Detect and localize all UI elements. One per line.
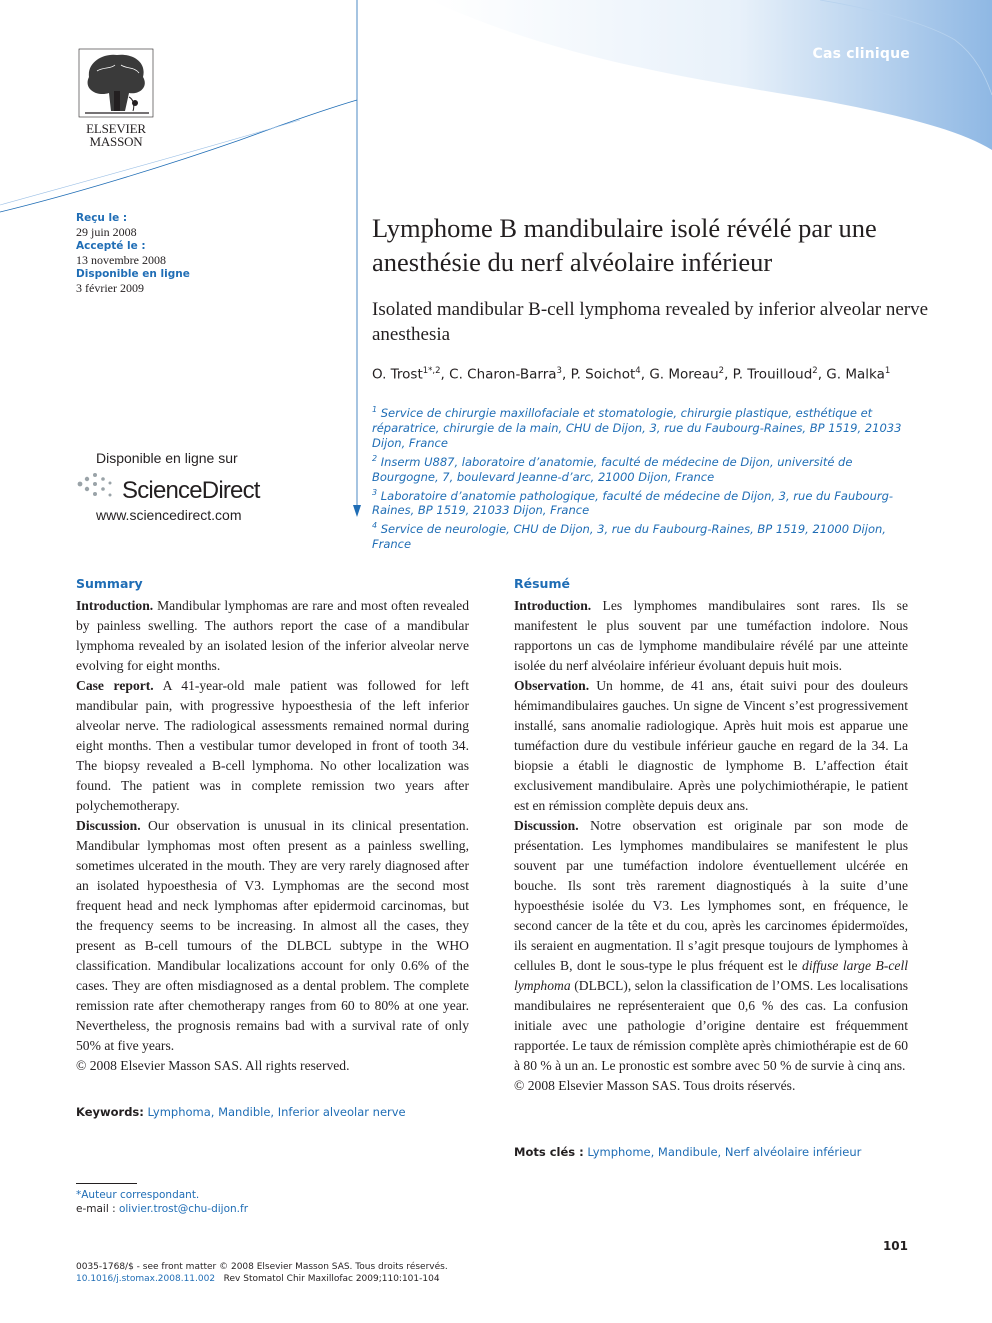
article-dates (76, 211, 276, 295)
affiliation-num: 2 (372, 453, 378, 463)
email-note (76, 1203, 248, 1215)
summary-case-text: A 41-year-old male patient was followed for left mandibular pain, with progressive hypoesthesia of the left inferior alveolar nerve. The radiological assessments remained normal during eight months. Then a vestibular tumor developed in front of tooth 34. The biopsy revealed a B-cell lymphoma. No other localization was found. The patient was in complete remission two years after polychemotherapy. (76, 678, 469, 813)
affiliation-num: 3 (372, 487, 378, 497)
keywords-en (76, 1105, 406, 1119)
author-affil: 2 (718, 366, 725, 376)
sciencedirect-dots-icon (74, 470, 120, 502)
resume-obs-text: Un homme, de 41 ans, était suivi pour des douleurs hémimandibulaires gauches. Un signe de Vincent s’est progressivement installé, sans anomalie radiologique. Après huit mois est apparue une tuméfaction dure du vestibule inférieur gauche en regard de la 34. La biopsie a établi le diagnostic de lymphome B. L’affection était exclusivement mandibulaire. Après une polychimiothérapie, le patient est en rémission complète depuis deux ans. (514, 678, 908, 813)
corresponding-author-note: *Auteur correspondant. (76, 1189, 200, 1201)
resume-disc-text-2: (DLBCL), selon la classification de l’OMS. Les localisations mandibulaires ne représenteraient que 0,6 % des cas. La confusion initiale avec une pathologie d’origine dentaire est fréquemment rapportée. Le taux de rémission complète après chimiothérapie est de 60 à 80 % à un an. Le pronostic est sombre avec 50 % de survie à cinq ans. (514, 978, 908, 1073)
resume-intro-text: Les lymphomes mandibulaires sont rares. Ils se manifestent le plus souvent par une tuméfaction indolore. Nous rapportons un cas de lymphome mandibulaire révélé par une atteinte isolée du nerf alvéolaire inférieur évoluant depuis huit mois. (514, 598, 908, 673)
email-link[interactable]: olivier.trost@chu-dijon.fr (118, 1203, 249, 1215)
category-label: Cas clinique (812, 46, 910, 62)
affiliation-text: Laboratoire d’anatomie pathologique, faculté de médecine de Dijon, 3, rue du Faubourg-Raines, BP 1519, 21033 Dijon, France (372, 488, 894, 518)
summary-case (76, 676, 469, 816)
mots-cles-label: Mots clés : (514, 1145, 584, 1159)
doi-line (76, 1274, 440, 1284)
affiliation-num: 4 (372, 521, 378, 531)
resume-disc-label: Discussion. (514, 818, 579, 833)
affiliation-text: Service de neurologie, CHU de Dijon, 3, rue du Faubourg-Raines, BP 1519, 21000 Dijon, France (372, 522, 886, 552)
affiliation-item (372, 402, 922, 451)
issn-line: 0035-1768/$ - see front matter © 2008 Elsevier Masson SAS. Tous droits réservés. (76, 1262, 448, 1272)
accepted-label: Accepté le : (76, 240, 146, 252)
affiliation-item (372, 518, 922, 552)
email-label: e-mail : (76, 1203, 116, 1215)
resume-discussion (514, 816, 908, 1076)
keywords-fr (514, 1145, 861, 1159)
received-value: 29 juin 2008 (76, 225, 137, 239)
summary-intro (76, 596, 469, 676)
resume-disc-italic: diffuse large B-cell lymphoma (514, 958, 908, 993)
sciencedirect-url[interactable]: www.sciencedirect.com (96, 507, 242, 523)
publisher-name-1: ELSEVIER (86, 121, 146, 136)
page-number: 101 (882, 1239, 908, 1253)
author-affil: 1*,2 (422, 366, 441, 376)
publisher-name-2: MASSON (89, 134, 143, 149)
affiliation-num: 1 (372, 405, 378, 414)
affiliation-text: Service de chirurgie maxillofaciale et stomatologie, chirurgie plastique, esthétique et réparatrice, chirurgie de la main, CHU de Dijon, 3, rue du Faubourg-Raines, BP 1519, 21033 Dijon, France (372, 405, 902, 450)
affiliation-item (372, 451, 922, 485)
accepted-value: 13 novembre 2008 (76, 253, 166, 267)
keywords-label: Keywords: (76, 1105, 144, 1119)
resume-body (514, 596, 908, 1096)
footnote-divider (76, 1183, 137, 1184)
tree-icon (77, 47, 155, 119)
author-name: C. Charon-Barra (449, 366, 557, 383)
author-name: P. Trouilloud (732, 366, 813, 383)
author-affil: 4 (635, 366, 641, 376)
summary-case-label: Case report. (76, 678, 154, 693)
summary-disc-text: Our observation is unusual in its clinical presentation. Mandibular lymphomas most often present as a painless swelling, sometimes ulcerated in the mouth. They are very rarely diagnosed after an isolated hypoesthesia of V3. Lymphomas are the second most frequent head and neck lymphomas after epidermoid carcinomas, but the frequency seems to be increasing. In almost all the cases, they present as B-cell tumours of the DLBCL subtype in the WHO classification. Mandibular localizations account for only 0.6% of the cases. They are often misdiagnosed as a dental problem. The complete remission rate after chemotherapy ranges from 60 to 80% at one year. Nevertheless, the prognosis remains bad with a survival rate of only 50% at five years. (76, 818, 469, 1053)
resume-copyright: © 2008 Elsevier Masson SAS. Tous droits réservés. (514, 1078, 796, 1093)
author-name: O. Trost (372, 366, 423, 383)
sd-available-text: Disponible en ligne sur (96, 450, 238, 466)
author-name: P. Soichot (570, 366, 636, 383)
resume-heading: Résumé (514, 576, 570, 591)
resume-intro-label: Introduction. (514, 598, 592, 613)
resume-intro (514, 596, 908, 676)
author-name: G. Moreau (649, 366, 719, 383)
summary-heading: Summary (76, 576, 143, 591)
affiliations (372, 402, 922, 552)
mots-cles-values[interactable]: Lymphome, Mandibule, Nerf alvéolaire inférieur (587, 1145, 862, 1159)
keywords-values[interactable]: Lymphoma, Mandible, Inferior alveolar nerve (147, 1105, 406, 1119)
affiliation-text: Inserm U887, laboratoire d’anatomie, faculté de médecine de Dijon, université de Bourgogne, 7, boulevard Jeanne-d’arc, 21000 Dijon, France (372, 454, 853, 484)
journal-reference: Rev Stomatol Chir Maxillofac 2009;110:101-104 (223, 1274, 440, 1284)
sciencedirect-logo-text: ScienceDirect (122, 477, 260, 504)
publisher-logo (74, 47, 156, 149)
author-list: O. Trost$^{1*,2}$, C. Charon-Barra$^3$, P. Soichot$^4$, G. Moreau$^2$, P. Trouilloud$^2$, G. Malka$^1$ (372, 366, 891, 383)
affiliation-item (372, 485, 922, 519)
online-value: 3 février 2009 (76, 281, 144, 295)
resume-disc-text-1: Notre observation est originale par son mode de présentation. Les lymphomes mandibulaires se manifestent le plus souvent par une tuméfaction indolore éventuellement ulcérée en bouche. Ils sont très rarement diagnostiqués à la suite d’une hypoesthésie isolée du V3. Les lymphomes sont, en fréquence, le second cancer de la tête et du cou, après les carcinomes épidermoïdes, ils seraient en augmentation. Il s’agit presque toujours de lymphomes à cellules B, dont le sous-type le plus fréquent est le (514, 818, 908, 973)
summary-copyright: © 2008 Elsevier Masson SAS. All rights reserved. (76, 1058, 350, 1073)
online-label: Disponible en ligne (76, 268, 190, 280)
summary-intro-text: Mandibular lymphomas are rare and most often revealed by painless swelling. The authors report the case of a mandibular lymphoma revealed by an isolated lesion of the inferior alveolar nerve evolving for eight months. (76, 598, 469, 673)
resume-obs-label: Observation. (514, 678, 590, 693)
author-affil: 1 (884, 366, 891, 376)
article-title: Lymphome B mandibulaire isolé révélé par une anesthésie du nerf alvéolaire inférieur (372, 213, 877, 277)
doi-link[interactable]: 10.1016/j.stomax.2008.11.002 (76, 1274, 216, 1284)
author-affil: 2 (812, 366, 818, 376)
summary-body (76, 596, 469, 1076)
author-name: G. Malka (826, 366, 885, 383)
author-affil: 3 (556, 366, 562, 376)
received-label: Reçu le : (76, 212, 128, 224)
article-subtitle: Isolated mandibular B-cell lymphoma revealed by inferior alveolar nerve anesthesia (372, 299, 929, 345)
resume-observation (514, 676, 908, 816)
summary-intro-label: Introduction. (76, 598, 154, 613)
summary-discussion (76, 816, 469, 1056)
summary-disc-label: Discussion. (76, 818, 141, 833)
